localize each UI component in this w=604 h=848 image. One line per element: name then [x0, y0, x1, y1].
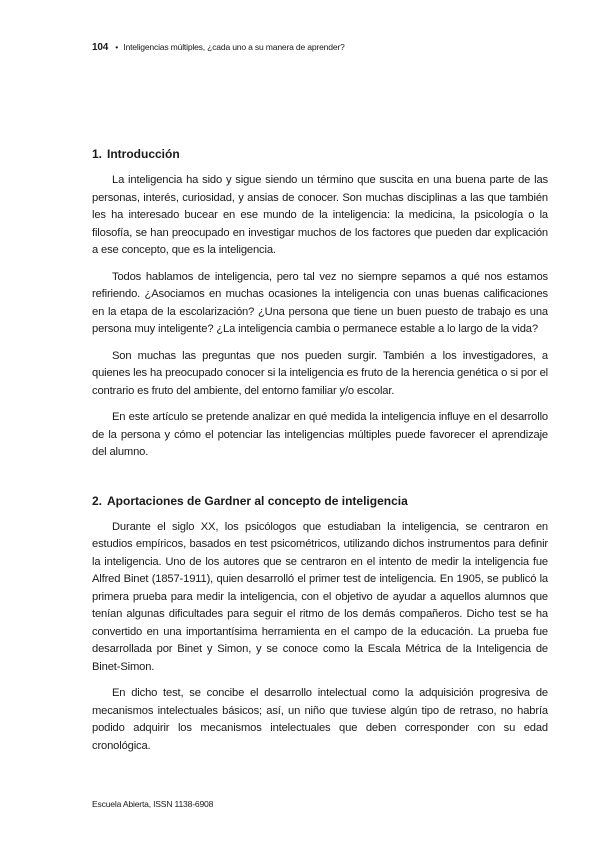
page-number: 104: [92, 42, 109, 53]
running-title: Inteligencias múltiples, ¿cada uno a su manera de aprender?: [123, 42, 345, 52]
section-heading: [92, 146, 548, 162]
paragraph: En este artículo se pretende analizar en qué medida la inteligencia influye en el desarrollo de la persona y cómo el potenciar las inteligencias múltiples puede favorecer el aprendizaje del alumno.: [92, 411, 548, 458]
section-title: Aportaciones de Gardner al concepto de inteligencia: [107, 493, 408, 508]
section-number: 2.: [92, 493, 103, 508]
section-heading: [92, 493, 548, 509]
paragraph: En dicho test, se concibe el desarrollo intelectual como la adquisición progresiva de mecanismos intelectuales básicos; así, un niño que tuviese algún tipo de retraso, no habría podido adquirir los mecanismos intelectuales que deben corresponder con su edad cronológica.: [92, 687, 548, 752]
section-introduccion: [92, 146, 548, 462]
section-aportaciones-gardner: [92, 493, 548, 756]
section-title: Introducción: [107, 147, 180, 161]
page-footer: Escuela Abierta, ISSN 1138-6908: [92, 799, 214, 809]
header-bullet: •: [115, 42, 119, 52]
paragraph: Durante el siglo XX, los psicólogos que estudiaban la inteligencia, se centraron en estudios empíricos, basados en test psicométricos, utilizando dichos instrumentos para definir la inteligencia. Uno de los autores que se centraron en el intento de medir la inteligencia fue Alfred Binet (1857-1911), quien desarrolló el primer test de inteligencia. En 1905, se publicó la primera prueba para medir la inteligencia, con el objetivo de ayudar a aquellos alumnos que tenían algunas dificultades para seguir el ritmo de los demás compañeros. Dicho test se ha convertido en una importantísima herramienta en el campo de la educación. La prueba fue desarrollada por Binet y Simon, y se conoce como la Escala Métrica de la Inteligencia de Binet-Simon.: [92, 520, 548, 673]
paragraph: La inteligencia ha sido y sigue siendo un término que suscita en una buena parte de las personas, interés, curiosidad, y ansias de conocer. Son muchas disciplinas a las que también les ha interesado bucear en ese mundo de la inteligencia: la medicina, la psicología o la filosofía, se han preocupado en investigar muchos de los factores que pueden dar explicación a ese concepto, que es la inteligencia.: [92, 174, 548, 256]
paragraph: Son muchas las preguntas que nos pueden surgir. También a los investigadores, a quienes les ha preocupado conocer si la inteligencia es fruto de la herencia genética o si por el contrario es fruto del ambiente, del entorno familiar y/o escolar.: [92, 349, 548, 397]
running-header: [92, 42, 532, 53]
section-spacer: [92, 471, 548, 493]
paragraph: Todos hablamos de inteligencia, pero tal vez no siempre sepamos a qué nos estamos refiriendo. ¿Asociamos en muchas ocasiones la inteligencia con unas buenas calificaciones en la etapa de la escolarización? ¿Una persona que tiene un buen puesto de trabajo es una persona muy inteligente? ¿La inteligencia cambia o permanece estable a lo largo de la vida?: [92, 270, 548, 335]
section-number: 1.: [92, 147, 103, 161]
article-body: [92, 146, 548, 764]
